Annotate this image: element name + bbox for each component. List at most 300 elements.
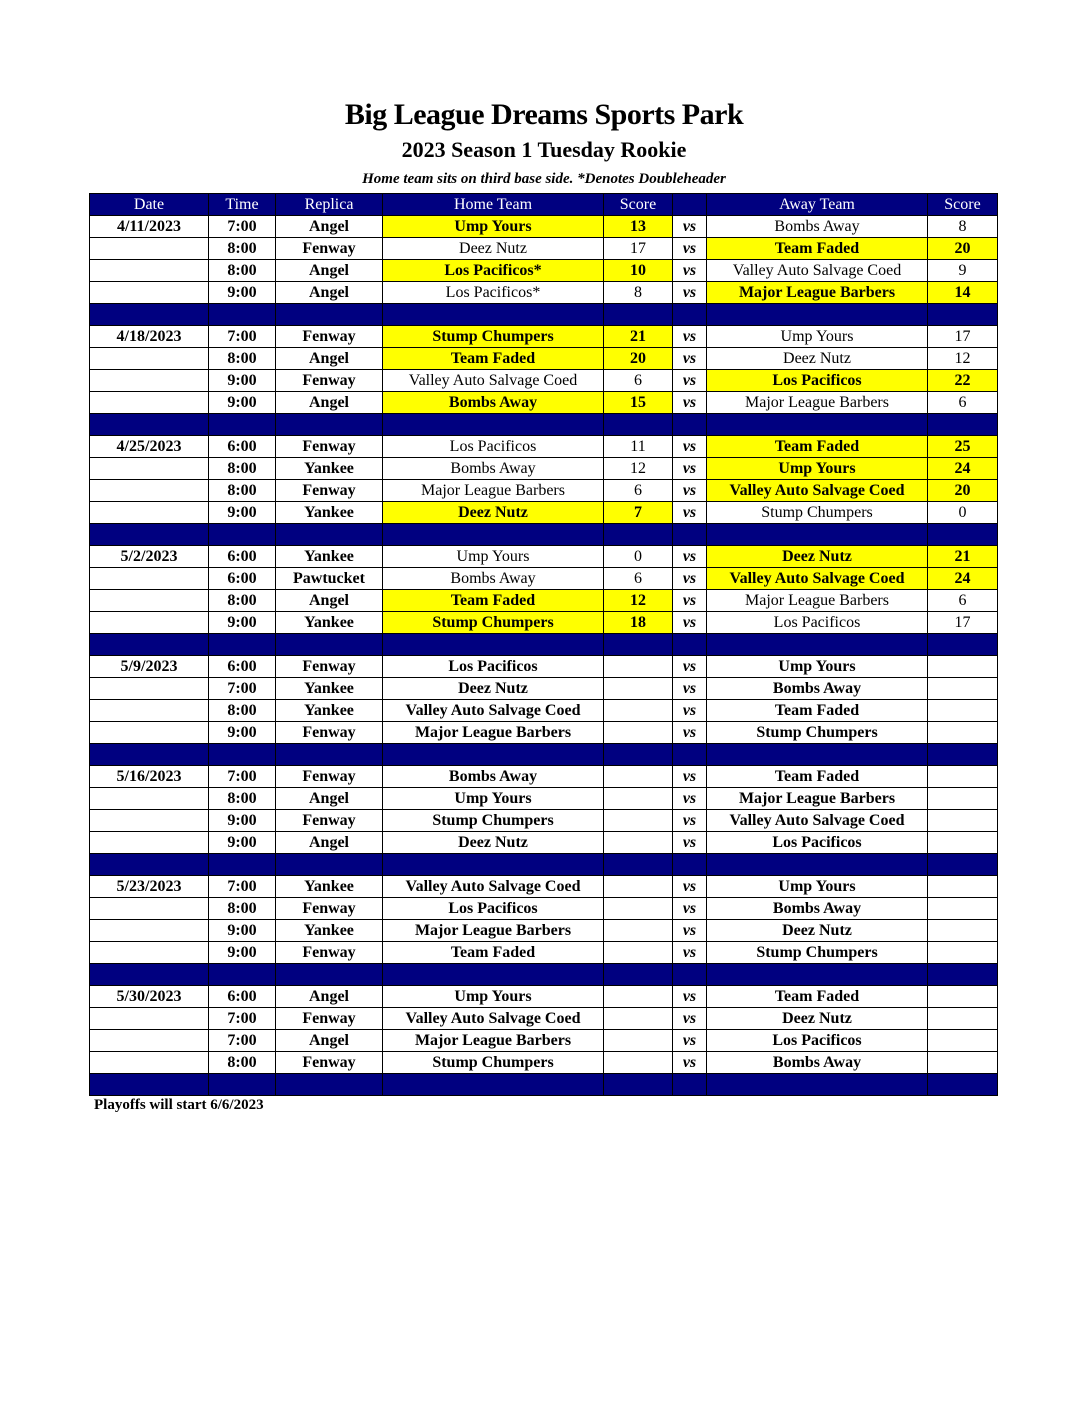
away-team-cell: Ump Yours — [707, 326, 928, 348]
separator-cell — [90, 634, 209, 656]
time-cell: 7:00 — [209, 216, 276, 238]
away-team-cell: Ump Yours — [707, 656, 928, 678]
separator-cell — [604, 414, 673, 436]
vs-cell: vs — [673, 370, 707, 392]
vs-cell: vs — [673, 568, 707, 590]
away-score-cell — [928, 678, 998, 700]
home-score-cell: 8 — [604, 282, 673, 304]
date-cell — [90, 260, 209, 282]
home-score-cell — [604, 876, 673, 898]
date-cell — [90, 1008, 209, 1030]
time-cell: 8:00 — [209, 238, 276, 260]
time-cell: 6:00 — [209, 546, 276, 568]
time-cell: 8:00 — [209, 348, 276, 370]
away-score-cell — [928, 920, 998, 942]
separator-cell — [209, 1074, 276, 1096]
away-team-cell: Deez Nutz — [707, 348, 928, 370]
vs-cell: vs — [673, 700, 707, 722]
table-row — [90, 656, 998, 678]
home-team-cell: Deez Nutz — [383, 678, 604, 700]
table-row — [90, 876, 998, 898]
home-team-cell: Los Pacificos* — [383, 260, 604, 282]
separator-cell — [604, 524, 673, 546]
separator-cell — [707, 304, 928, 326]
separator-cell — [383, 414, 604, 436]
separator-cell — [209, 414, 276, 436]
date-cell — [90, 282, 209, 304]
date-cell — [90, 480, 209, 502]
vs-cell: vs — [673, 986, 707, 1008]
away-score-cell — [928, 722, 998, 744]
home-team-cell: Team Faded — [383, 590, 604, 612]
away-score-cell: 14 — [928, 282, 998, 304]
vs-cell: vs — [673, 326, 707, 348]
week-separator-row — [90, 964, 998, 986]
separator-cell — [928, 1074, 998, 1096]
home-score-cell — [604, 942, 673, 964]
vs-cell: vs — [673, 766, 707, 788]
home-team-cell: Deez Nutz — [383, 832, 604, 854]
week-separator-row — [90, 304, 998, 326]
separator-cell — [928, 414, 998, 436]
table-row — [90, 810, 998, 832]
vs-cell: vs — [673, 1030, 707, 1052]
home-team-cell: Ump Yours — [383, 986, 604, 1008]
away-score-cell — [928, 700, 998, 722]
page-subtitle: 2023 Season 1 Tuesday Rookie — [401, 137, 687, 162]
away-team-cell: Major League Barbers — [707, 590, 928, 612]
time-cell: 9:00 — [209, 920, 276, 942]
vs-cell: vs — [673, 546, 707, 568]
replica-cell: Fenway — [276, 722, 383, 744]
time-cell: 9:00 — [209, 612, 276, 634]
away-score-cell: 24 — [928, 568, 998, 590]
date-cell: 5/9/2023 — [90, 656, 209, 678]
home-score-cell: 0 — [604, 546, 673, 568]
replica-cell: Yankee — [276, 678, 383, 700]
away-score-cell — [928, 1052, 998, 1074]
separator-cell — [276, 964, 383, 986]
time-cell: 6:00 — [209, 656, 276, 678]
time-cell: 8:00 — [209, 480, 276, 502]
table-row — [90, 436, 998, 458]
replica-cell: Angel — [276, 392, 383, 414]
table-row — [90, 942, 998, 964]
time-cell: 7:00 — [209, 1008, 276, 1030]
table-row — [90, 458, 998, 480]
away-team-cell: Deez Nutz — [707, 920, 928, 942]
away-score-cell: 20 — [928, 480, 998, 502]
vs-cell: vs — [673, 260, 707, 282]
away-team-cell: Stump Chumpers — [707, 942, 928, 964]
vs-cell: vs — [673, 458, 707, 480]
table-row — [90, 282, 998, 304]
replica-cell: Angel — [276, 348, 383, 370]
separator-cell — [276, 1074, 383, 1096]
date-cell — [90, 612, 209, 634]
date-cell — [90, 678, 209, 700]
replica-cell: Fenway — [276, 810, 383, 832]
time-cell: 6:00 — [209, 436, 276, 458]
home-score-cell: 18 — [604, 612, 673, 634]
home-score-cell: 13 — [604, 216, 673, 238]
away-score-cell: 17 — [928, 612, 998, 634]
home-team-cell: Team Faded — [383, 942, 604, 964]
home-team-cell: Los Pacificos — [383, 436, 604, 458]
home-team-cell: Major League Barbers — [383, 480, 604, 502]
away-team-cell: Team Faded — [707, 986, 928, 1008]
separator-cell — [928, 744, 998, 766]
separator-cell — [604, 634, 673, 656]
home-score-cell: 7 — [604, 502, 673, 524]
replica-cell: Angel — [276, 788, 383, 810]
separator-cell — [209, 744, 276, 766]
time-cell: 8:00 — [209, 700, 276, 722]
table-row — [90, 1008, 998, 1030]
home-score-cell: 10 — [604, 260, 673, 282]
time-cell: 8:00 — [209, 898, 276, 920]
date-cell — [90, 722, 209, 744]
away-team-cell: Bombs Away — [707, 678, 928, 700]
table-row — [90, 238, 998, 260]
time-cell: 8:00 — [209, 458, 276, 480]
away-score-cell: 17 — [928, 326, 998, 348]
time-cell: 7:00 — [209, 1030, 276, 1052]
separator-cell — [673, 414, 707, 436]
home-score-cell — [604, 1052, 673, 1074]
date-cell — [90, 348, 209, 370]
date-cell — [90, 238, 209, 260]
separator-cell — [673, 964, 707, 986]
replica-cell: Fenway — [276, 326, 383, 348]
date-cell — [90, 370, 209, 392]
home-team-cell: Ump Yours — [383, 216, 604, 238]
date-cell — [90, 590, 209, 612]
separator-cell — [276, 634, 383, 656]
away-team-cell: Bombs Away — [707, 216, 928, 238]
vs-cell: vs — [673, 348, 707, 370]
separator-cell — [90, 854, 209, 876]
vs-cell: vs — [673, 788, 707, 810]
vs-cell: vs — [673, 876, 707, 898]
table-row — [90, 788, 998, 810]
table-row — [90, 700, 998, 722]
table-row — [90, 986, 998, 1008]
replica-cell: Angel — [276, 1030, 383, 1052]
vs-cell: vs — [673, 1052, 707, 1074]
home-team-cell: Los Pacificos* — [383, 282, 604, 304]
home-team-cell: Major League Barbers — [383, 920, 604, 942]
home-score-cell — [604, 986, 673, 1008]
away-score-cell: 21 — [928, 546, 998, 568]
page-title: Big League Dreams Sports Park — [344, 98, 744, 131]
away-score-cell: 6 — [928, 590, 998, 612]
away-team-cell: Team Faded — [707, 436, 928, 458]
away-team-cell: Team Faded — [707, 238, 928, 260]
date-cell — [90, 458, 209, 480]
replica-cell: Fenway — [276, 898, 383, 920]
table-row — [90, 766, 998, 788]
home-score-cell: 12 — [604, 590, 673, 612]
replica-cell: Fenway — [276, 480, 383, 502]
separator-cell — [928, 964, 998, 986]
away-team-cell: Valley Auto Salvage Coed — [707, 568, 928, 590]
schedule-body — [90, 216, 998, 1096]
table-row — [90, 590, 998, 612]
home-team-cell: Stump Chumpers — [383, 326, 604, 348]
vs-cell: vs — [673, 612, 707, 634]
home-team-cell: Valley Auto Salvage Coed — [383, 370, 604, 392]
separator-cell — [209, 304, 276, 326]
table-row — [90, 568, 998, 590]
away-team-cell: Deez Nutz — [707, 546, 928, 568]
home-team-cell: Major League Barbers — [383, 722, 604, 744]
away-team-cell: Ump Yours — [707, 458, 928, 480]
away-team-cell: Bombs Away — [707, 1052, 928, 1074]
vs-cell: vs — [673, 1008, 707, 1030]
vs-cell: vs — [673, 810, 707, 832]
separator-cell — [383, 744, 604, 766]
home-score-cell — [604, 678, 673, 700]
home-score-cell — [604, 722, 673, 744]
separator-cell — [604, 1074, 673, 1096]
time-cell: 8:00 — [209, 788, 276, 810]
table-row — [90, 1030, 998, 1052]
schedule-table — [89, 193, 998, 1096]
date-cell — [90, 788, 209, 810]
table-row — [90, 722, 998, 744]
home-team-cell: Deez Nutz — [383, 238, 604, 260]
header-home-score: Score — [604, 194, 673, 216]
time-cell: 8:00 — [209, 590, 276, 612]
home-team-cell: Stump Chumpers — [383, 612, 604, 634]
date-cell: 5/16/2023 — [90, 766, 209, 788]
home-score-cell — [604, 788, 673, 810]
date-cell — [90, 810, 209, 832]
separator-cell — [276, 854, 383, 876]
replica-cell: Angel — [276, 986, 383, 1008]
replica-cell: Fenway — [276, 436, 383, 458]
away-score-cell: 8 — [928, 216, 998, 238]
home-score-cell: 6 — [604, 480, 673, 502]
time-cell: 9:00 — [209, 282, 276, 304]
date-cell: 4/11/2023 — [90, 216, 209, 238]
away-score-cell: 25 — [928, 436, 998, 458]
away-team-cell: Team Faded — [707, 766, 928, 788]
separator-cell — [604, 744, 673, 766]
home-team-cell: Valley Auto Salvage Coed — [383, 700, 604, 722]
time-cell: 9:00 — [209, 370, 276, 392]
date-cell — [90, 502, 209, 524]
time-cell: 9:00 — [209, 832, 276, 854]
home-score-cell — [604, 920, 673, 942]
separator-cell — [276, 524, 383, 546]
away-score-cell: 12 — [928, 348, 998, 370]
vs-cell: vs — [673, 282, 707, 304]
time-cell: 9:00 — [209, 810, 276, 832]
home-team-cell: Los Pacificos — [383, 656, 604, 678]
vs-cell: vs — [673, 502, 707, 524]
table-row — [90, 260, 998, 282]
replica-cell: Angel — [276, 832, 383, 854]
separator-cell — [90, 744, 209, 766]
away-score-cell — [928, 766, 998, 788]
separator-cell — [707, 524, 928, 546]
home-team-cell: Stump Chumpers — [383, 810, 604, 832]
away-score-cell — [928, 810, 998, 832]
away-score-cell — [928, 832, 998, 854]
separator-cell — [209, 854, 276, 876]
date-cell — [90, 898, 209, 920]
date-cell: 4/18/2023 — [90, 326, 209, 348]
replica-cell: Angel — [276, 260, 383, 282]
vs-cell: vs — [673, 898, 707, 920]
home-team-cell: Ump Yours — [383, 546, 604, 568]
away-team-cell: Stump Chumpers — [707, 502, 928, 524]
vs-cell: vs — [673, 238, 707, 260]
table-row — [90, 370, 998, 392]
playoffs-note: Playoffs will start 6/6/2023 — [94, 1097, 264, 1113]
date-cell — [90, 1052, 209, 1074]
table-row — [90, 920, 998, 942]
separator-cell — [928, 854, 998, 876]
separator-cell — [604, 854, 673, 876]
header-row — [90, 194, 998, 216]
replica-cell: Fenway — [276, 238, 383, 260]
week-separator-row — [90, 524, 998, 546]
home-team-cell: Valley Auto Salvage Coed — [383, 1008, 604, 1030]
vs-cell: vs — [673, 832, 707, 854]
time-cell: 7:00 — [209, 766, 276, 788]
header-home-team: Home Team — [383, 194, 604, 216]
separator-cell — [383, 1074, 604, 1096]
date-cell — [90, 942, 209, 964]
date-cell — [90, 1030, 209, 1052]
week-separator-row — [90, 744, 998, 766]
header-away-team: Away Team — [707, 194, 928, 216]
home-team-cell: Stump Chumpers — [383, 1052, 604, 1074]
replica-cell: Fenway — [276, 656, 383, 678]
time-cell: 9:00 — [209, 722, 276, 744]
home-team-cell: Team Faded — [383, 348, 604, 370]
time-cell: 6:00 — [209, 986, 276, 1008]
week-separator-row — [90, 634, 998, 656]
table-row — [90, 216, 998, 238]
replica-cell: Yankee — [276, 546, 383, 568]
date-cell — [90, 392, 209, 414]
schedule-note: Home team sits on third base side. *Denotes Doubleheader — [362, 171, 726, 187]
home-score-cell — [604, 1030, 673, 1052]
separator-cell — [673, 854, 707, 876]
replica-cell: Angel — [276, 282, 383, 304]
separator-cell — [707, 634, 928, 656]
away-score-cell: 24 — [928, 458, 998, 480]
home-score-cell — [604, 1008, 673, 1030]
away-team-cell: Bombs Away — [707, 898, 928, 920]
table-row — [90, 502, 998, 524]
table-row — [90, 678, 998, 700]
home-score-cell: 11 — [604, 436, 673, 458]
time-cell: 9:00 — [209, 942, 276, 964]
home-score-cell — [604, 810, 673, 832]
header-replica: Replica — [276, 194, 383, 216]
table-row — [90, 348, 998, 370]
separator-cell — [707, 414, 928, 436]
date-cell: 5/2/2023 — [90, 546, 209, 568]
time-cell: 9:00 — [209, 502, 276, 524]
date-cell: 4/25/2023 — [90, 436, 209, 458]
table-row — [90, 546, 998, 568]
time-cell: 8:00 — [209, 260, 276, 282]
header-vs — [673, 194, 707, 216]
away-team-cell: Los Pacificos — [707, 370, 928, 392]
table-row — [90, 480, 998, 502]
table-row — [90, 612, 998, 634]
away-team-cell: Team Faded — [707, 700, 928, 722]
replica-cell: Yankee — [276, 502, 383, 524]
home-score-cell — [604, 832, 673, 854]
separator-cell — [209, 524, 276, 546]
separator-cell — [209, 634, 276, 656]
separator-cell — [604, 304, 673, 326]
separator-cell — [928, 634, 998, 656]
home-team-cell: Ump Yours — [383, 788, 604, 810]
separator-cell — [673, 1074, 707, 1096]
time-cell: 9:00 — [209, 392, 276, 414]
table-row — [90, 392, 998, 414]
home-team-cell: Bombs Away — [383, 458, 604, 480]
separator-cell — [90, 964, 209, 986]
separator-cell — [383, 634, 604, 656]
home-score-cell — [604, 700, 673, 722]
home-score-cell — [604, 656, 673, 678]
replica-cell: Fenway — [276, 942, 383, 964]
table-row — [90, 326, 998, 348]
replica-cell: Yankee — [276, 458, 383, 480]
away-score-cell — [928, 788, 998, 810]
away-score-cell — [928, 1030, 998, 1052]
separator-cell — [276, 414, 383, 436]
home-score-cell: 15 — [604, 392, 673, 414]
away-team-cell: Valley Auto Salvage Coed — [707, 260, 928, 282]
away-team-cell: Los Pacificos — [707, 612, 928, 634]
away-team-cell: Valley Auto Salvage Coed — [707, 810, 928, 832]
separator-cell — [383, 304, 604, 326]
home-score-cell: 12 — [604, 458, 673, 480]
date-cell — [90, 700, 209, 722]
home-score-cell: 20 — [604, 348, 673, 370]
replica-cell: Angel — [276, 216, 383, 238]
date-cell — [90, 920, 209, 942]
replica-cell: Fenway — [276, 766, 383, 788]
vs-cell: vs — [673, 590, 707, 612]
separator-cell — [707, 1074, 928, 1096]
time-cell: 8:00 — [209, 1052, 276, 1074]
separator-cell — [673, 634, 707, 656]
date-cell: 5/30/2023 — [90, 986, 209, 1008]
time-cell: 7:00 — [209, 326, 276, 348]
away-score-cell — [928, 656, 998, 678]
away-team-cell: Stump Chumpers — [707, 722, 928, 744]
home-score-cell: 6 — [604, 568, 673, 590]
vs-cell: vs — [673, 392, 707, 414]
away-team-cell: Valley Auto Salvage Coed — [707, 480, 928, 502]
separator-cell — [673, 744, 707, 766]
time-cell: 6:00 — [209, 568, 276, 590]
replica-cell: Yankee — [276, 700, 383, 722]
home-team-cell: Valley Auto Salvage Coed — [383, 876, 604, 898]
date-cell — [90, 568, 209, 590]
